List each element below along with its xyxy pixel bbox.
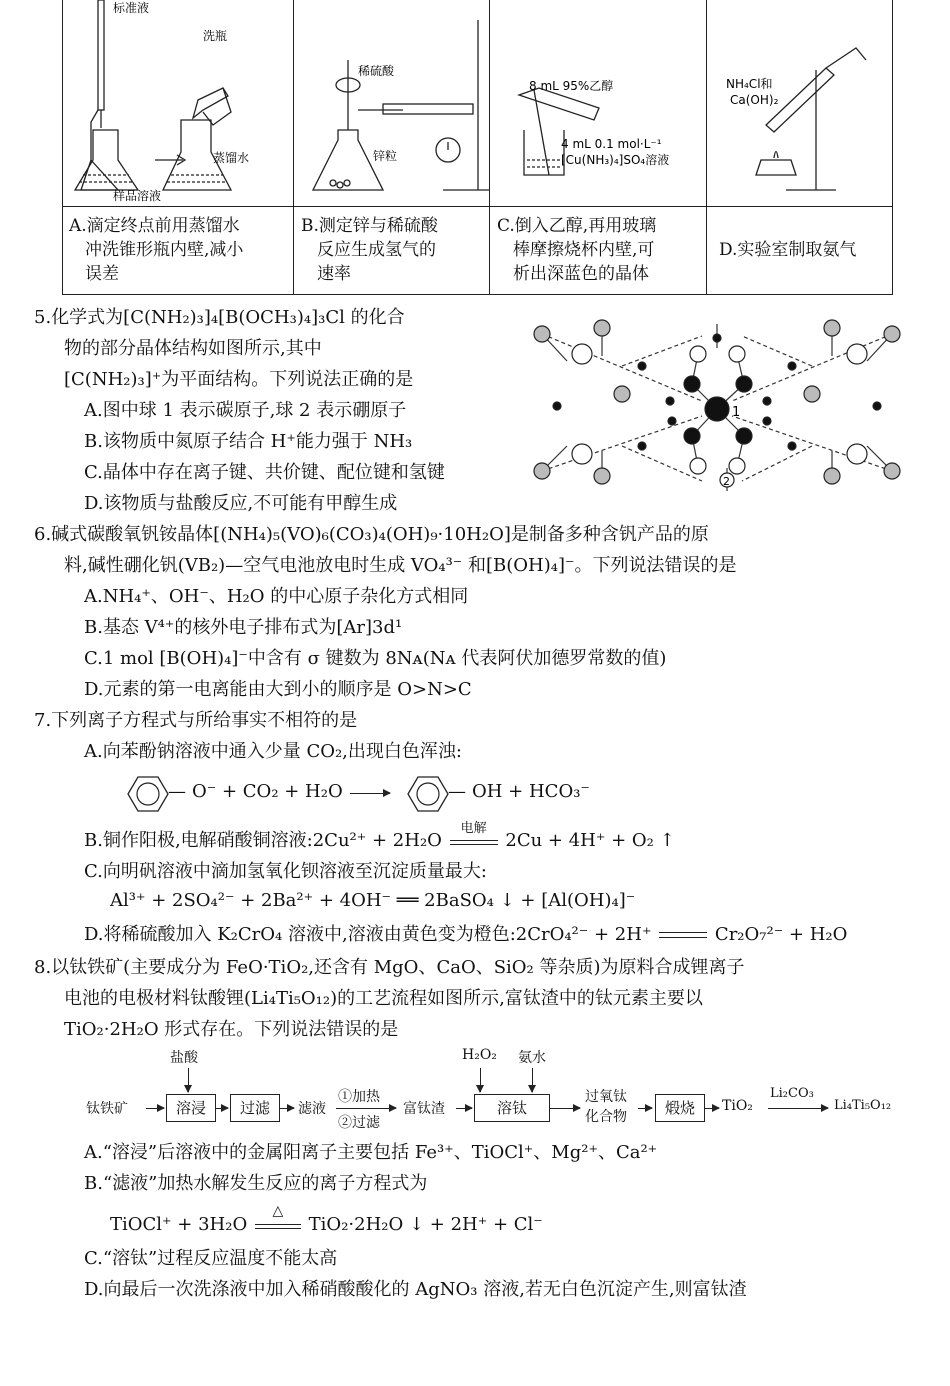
table-row-divider <box>63 206 892 207</box>
flow-box-dissolve-ti: 溶钛 <box>474 1094 550 1122</box>
option-b-caption: B.测定锌与稀硫酸 反应生成氢气的 速率 <box>301 216 438 284</box>
heat-condition: △ <box>272 1203 284 1219</box>
electrolysis-condition: 电解 <box>460 821 487 836</box>
q7-option-b: B.铜作阳极,电解硝酸铜溶液:2Cu²⁺ + 2H₂O 电解 2Cu + 4H⁺ + O₂ ↑ <box>84 828 675 854</box>
flow-step-heat: ①加热 <box>338 1089 380 1105</box>
flow-li2co3: Li₂CO₃ <box>770 1086 814 1101</box>
option-a-caption: A.滴定终点前用蒸馏水 冲洗锥形瓶内壁,减小 误差 <box>69 216 244 284</box>
flow-arrow <box>188 1068 189 1092</box>
q6-option-c: C.1 mol [B(OH)₄]⁻中含有 σ 键数为 8Nᴀ(Nᴀ 代表阿伏加德罗常数的值) <box>84 648 667 669</box>
flow-arrow <box>456 1108 472 1109</box>
flow-reagent-hcl: 盐酸 <box>170 1050 198 1066</box>
flow-arrow <box>550 1108 580 1109</box>
zinc-acid-diagram <box>293 0 489 206</box>
q8-option-a: A.“溶浸”后溶液中的金属阳离子主要包括 Fe³⁺、TiOCl⁺、Mg²⁺、Ca²⁺ <box>84 1142 658 1163</box>
label-caoh2: Ca(OH)₂ <box>730 93 779 107</box>
q8-option-b: B.“滤液”加热水解发生反应的离子方程式为 <box>84 1173 428 1194</box>
q8-option-c: C.“溶钛”过程反应温度不能太高 <box>84 1248 338 1269</box>
flow-arrow <box>280 1108 294 1109</box>
q6-option-a: A.NH₄⁺、OH⁻、H₂O 的中心原子杂化方式相同 <box>84 586 469 607</box>
flow-step-filter: ②过滤 <box>338 1115 380 1131</box>
flow-arrow <box>146 1108 164 1109</box>
flow-compound-line2: 化合物 <box>585 1109 627 1125</box>
q5-option-d: D.该物质与盐酸反应,不可能有甲醇生成 <box>84 493 398 514</box>
ammonia-diagram <box>706 0 892 206</box>
q7-a-equation-left: — O⁻ + CO₂ + H₂O <box>168 781 343 802</box>
q5-stem-line1: 5.化学式为[C(NH₂)₃]₄[B(OCH₃)₄]₃Cl 的化合 <box>34 307 405 328</box>
q7-option-a: A.向苯酚钠溶液中通入少量 CO₂,出现白色浑浊: <box>84 741 462 762</box>
label-zinc-granules: 锌粒 <box>373 149 398 163</box>
equilibrium-arrow <box>657 926 709 944</box>
option-d-caption: D.实验室制取氨气 <box>719 240 857 260</box>
q8-stem-line3: TiO₂·2H₂O 形式存在。下列说法错误的是 <box>64 1019 399 1040</box>
q5-option-c: C.晶体中存在离子键、共价键、配位键和氢键 <box>84 462 445 483</box>
label-dilute-sulfuric-acid: 稀硫酸 <box>358 64 395 78</box>
ball-1-label: 1 <box>732 405 741 420</box>
q8-stem-line1: 8.以钛铁矿(主要成分为 FeO·TiO₂,还含有 MgO、CaO、SiO₂ 等杂质)为原料合成锂离子 <box>34 957 745 978</box>
flow-arrow <box>336 1108 396 1109</box>
ball-2-label: 2 <box>723 475 730 488</box>
flow-box-filter: 过滤 <box>230 1094 280 1122</box>
flow-arrow <box>768 1108 828 1109</box>
crystal-structure-figure <box>522 306 922 514</box>
q7-option-c: C.向明矾溶液中滴加氢氧化钡溶液至沉淀质量最大: <box>84 861 487 882</box>
label-standard-solution: 标准液 <box>113 1 150 15</box>
flow-arrow <box>638 1108 652 1109</box>
label-wash-bottle: 洗瓶 <box>203 29 228 43</box>
flow-product: Li₄Ti₅O₁₂ <box>834 1098 892 1113</box>
flow-box-leaching: 溶浸 <box>166 1094 216 1122</box>
q7-option-d: D.将稀硫酸加入 K₂CrO₄ 溶液中,溶液由黄色变为橙色:2CrO₄²⁻ + 2H⁺ Cr₂O₇²⁻ + H₂O <box>84 924 848 945</box>
q7-stem: 7.下列离子方程式与所给事实不相符的是 <box>34 710 358 731</box>
flow-arrow <box>705 1108 719 1109</box>
experiment-table <box>62 0 893 295</box>
label-ethanol: 8 mL 95%乙醇 <box>529 79 614 93</box>
q8-stem-line2: 电池的电极材料钛酸锂(Li₄Ti₅O₁₂)的工艺流程如图所示,富钛渣中的钛元素主要以 <box>64 988 703 1009</box>
flow-tio2: TiO₂ <box>722 1098 753 1114</box>
q6-option-d: D.元素的第一电离能由大到小的顺序是 O>N>C <box>84 679 472 700</box>
flow-compound-line1: 过氧钛 <box>585 1089 627 1105</box>
label-distilled-water: 蒸馏水 <box>213 151 250 165</box>
flow-arrow <box>480 1068 481 1092</box>
q6-stem-line2: 料,碱性硼化钒(VB₂)—空气电池放电时生成 VO₄³⁻ 和[B(OH)₄]⁻。下列说法错误的是 <box>64 555 737 576</box>
label-sample-solution: 样品溶液 <box>113 189 162 203</box>
flow-arrow <box>532 1068 533 1092</box>
q8-option-d: D.向最后一次洗涤液中加入稀硝酸酸化的 AgNO₃ 溶液,若无白色沉淀产生,则富钛渣 <box>84 1279 747 1300</box>
q7-a-equation-right: — OH + HCO₃⁻ <box>448 781 590 802</box>
q7-c-equation: Al³⁺ + 2SO₄²⁻ + 2Ba²⁺ + 4OH⁻ ══ 2BaSO₄ ↓ + [Al(OH)₄]⁻ <box>110 890 636 911</box>
q5-stem-line2: 物的部分晶体结构如图所示,其中 <box>64 338 322 359</box>
flow-residue: 富钛渣 <box>403 1101 445 1117</box>
reaction-arrow <box>350 793 390 794</box>
q5-stem-line3: [C(NH₂)₃]⁺为平面结构。下列说法正确的是 <box>64 369 414 390</box>
flow-reagent-ammonia: 氨水 <box>518 1050 546 1066</box>
flow-reagent-h2o2: H₂O₂ <box>462 1047 497 1063</box>
flow-start: 钛铁矿 <box>86 1101 128 1117</box>
label-nh4cl: NH₄Cl和 <box>726 77 773 91</box>
flow-arrow <box>216 1108 228 1109</box>
label-complex-solution: [Cu(NH₃)₄]SO₄溶液 <box>561 153 670 167</box>
titration-diagram <box>63 0 293 206</box>
q6-option-b: B.基态 V⁴⁺的核外电子排布式为[Ar]3d¹ <box>84 617 403 638</box>
flow-filtrate: 滤液 <box>298 1101 326 1117</box>
option-c-caption: C.倒入乙醇,再用玻璃 棒摩擦烧杯内壁,可 析出深蓝色的晶体 <box>497 216 657 284</box>
q5-option-b: B.该物质中氮原子结合 H⁺能力强于 NH₃ <box>84 431 413 452</box>
flow-box-calcine: 煅烧 <box>655 1094 705 1122</box>
complex-crystal-diagram <box>489 0 706 206</box>
q5-option-a: A.图中球 1 表示碳原子,球 2 表示硼原子 <box>84 400 407 421</box>
q6-stem-line1: 6.碱式碳酸氧钒铵晶体[(NH₄)₅(VO)₆(CO₃)₄(OH)₉·10H₂O]是制备多种含钒产品的原 <box>34 524 709 545</box>
label-concentration: 4 mL 0.1 mol·L⁻¹ <box>561 137 662 151</box>
q8-b-equation: TiOCl⁺ + 3H₂O △ TiO₂·2H₂O ↓ + 2H⁺ + Cl⁻ <box>110 1212 543 1238</box>
